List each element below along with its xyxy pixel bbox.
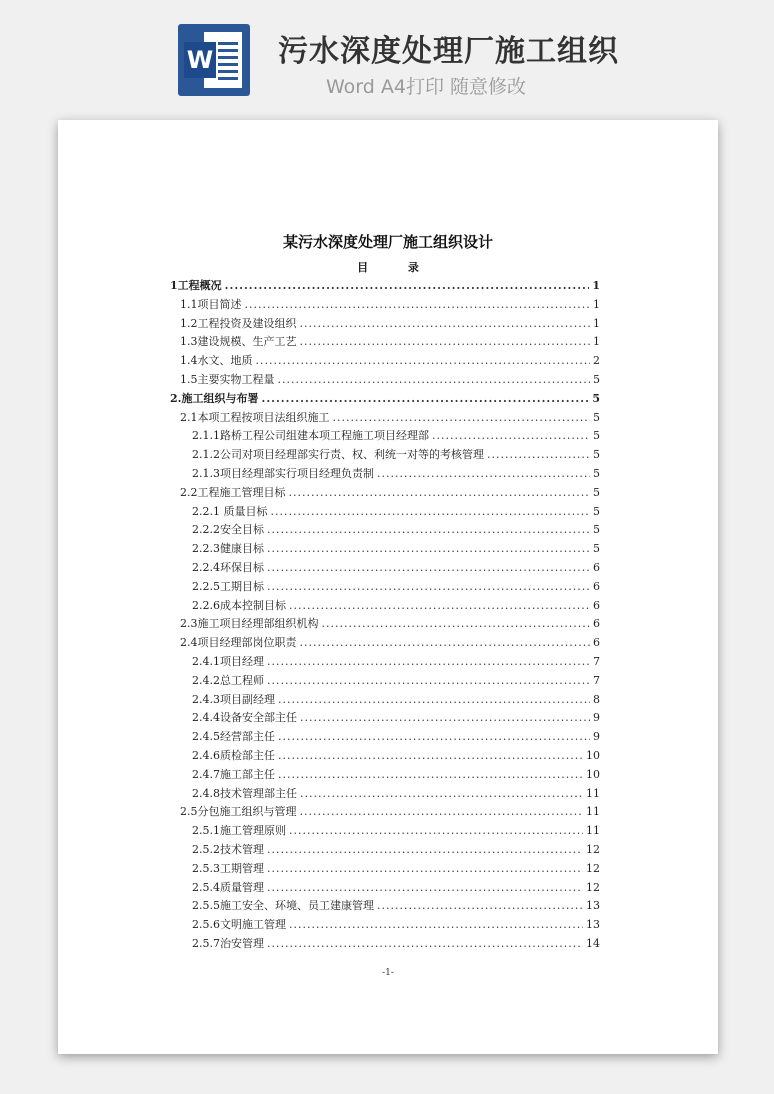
- toc-leader-dots: [267, 841, 583, 860]
- toc-entry-title: 2.5.1施工管理原则: [192, 824, 286, 838]
- header-banner: [0, 0, 774, 115]
- toc-entry-page: 5: [593, 448, 600, 462]
- toc-entry-title: 2.4.3项目副经理: [192, 692, 275, 706]
- toc-entry-title: 2.5.5施工安全、环境、员工建康管理: [192, 899, 374, 913]
- toc-entry-title: 2.5分包施工组织与管理: [180, 805, 297, 819]
- toc-entry-title: 2.2.2安全目标: [192, 523, 264, 537]
- toc-entry[interactable]: [170, 597, 600, 616]
- toc-entry-page: 11: [586, 786, 600, 800]
- toc-entry-title: 2.5.6文明施工管理: [192, 918, 286, 932]
- toc-leader-dots: [225, 277, 590, 296]
- toc-leader-dots: [271, 503, 591, 522]
- toc-leader-dots: [267, 559, 590, 578]
- toc-entry-title: 2.2.6成本控制目标: [192, 598, 286, 612]
- toc-leader-dots: [289, 822, 583, 841]
- toc-entry-title: 2.4.1项目经理: [192, 654, 264, 668]
- toc-entry-title: 2.5.4质量管理: [192, 880, 264, 894]
- toc-leader-dots: [377, 897, 583, 916]
- toc-entry-page: 5: [593, 410, 600, 424]
- toc-entry-title: 2.2.1 质量目标: [192, 504, 268, 518]
- toc-entry[interactable]: [170, 728, 600, 747]
- toc-entry[interactable]: [170, 277, 600, 296]
- toc-entry[interactable]: [170, 559, 600, 578]
- toc-entry-page: 9: [593, 711, 600, 725]
- toc-entry[interactable]: [170, 747, 600, 766]
- toc-entry-page: 7: [593, 673, 600, 687]
- toc-entry[interactable]: [170, 333, 600, 352]
- toc-entry-title: 1.4水文、地质: [180, 354, 253, 368]
- toc-entry[interactable]: [170, 803, 600, 822]
- toc-leader-dots: [377, 465, 590, 484]
- toc-entry-page: 1: [592, 279, 600, 292]
- toc-entry-page: 5: [593, 542, 600, 556]
- toc-entry-page: 6: [593, 636, 600, 650]
- toc-entry-title: 2.3施工项目经理部组织机构: [180, 617, 319, 631]
- toc-leader-dots: [289, 916, 583, 935]
- toc-leader-dots: [300, 315, 591, 334]
- toc-entry-page: 13: [586, 918, 600, 932]
- toc-entry[interactable]: [170, 315, 600, 334]
- toc-leader-dots: [261, 390, 589, 409]
- toc-entry-title: 1.3建设规模、生产工艺: [180, 335, 297, 349]
- toc-entry[interactable]: [170, 653, 600, 672]
- toc-entry[interactable]: [170, 540, 600, 559]
- toc-entry-page: 5: [593, 372, 600, 386]
- toc-leader-dots: [300, 803, 584, 822]
- toc-entry-page: 13: [586, 899, 600, 913]
- toc-leader-dots: [300, 634, 591, 653]
- page-number: -1-: [382, 968, 394, 978]
- toc-entry-title: 2.2工程施工管理目标: [180, 485, 286, 499]
- toc-entry[interactable]: [170, 634, 600, 653]
- toc-entry-page: 2: [593, 354, 600, 368]
- toc-leader-dots: [267, 935, 583, 954]
- toc-entry[interactable]: [170, 935, 600, 954]
- toc-entry[interactable]: [170, 766, 600, 785]
- toc-entry-page: 5: [592, 391, 600, 405]
- toc-leader-dots: [278, 371, 591, 390]
- toc-entry-title: 2.5.7治安管理: [192, 936, 264, 950]
- toc-entry-page: 5: [593, 429, 600, 443]
- toc-entry[interactable]: [170, 615, 600, 634]
- toc-leader-dots: [322, 615, 591, 634]
- toc-entry-title: 2.2.5工期目标: [192, 579, 264, 593]
- toc-entry[interactable]: [170, 822, 600, 841]
- toc-entry[interactable]: [170, 841, 600, 860]
- toc-entry[interactable]: [170, 897, 600, 916]
- toc-entry[interactable]: [170, 465, 600, 484]
- toc-entry-page: 5: [593, 485, 600, 499]
- toc-leader-dots: [267, 521, 590, 540]
- toc-entry-page: 12: [586, 842, 600, 856]
- toc-leader-dots: [267, 879, 583, 898]
- toc-entry[interactable]: [170, 916, 600, 935]
- toc-heading: 目 录: [357, 261, 437, 274]
- toc-entry-title: 2.1本项工程按项目法组织施工: [180, 410, 330, 424]
- toc-entry-title: 2.4项目经理部岗位职责: [180, 636, 297, 650]
- toc-entry-page: 5: [593, 504, 600, 518]
- toc-leader-dots: [487, 446, 590, 465]
- toc-entry-page: 12: [586, 861, 600, 875]
- toc-entry-page: 9: [593, 730, 600, 744]
- logo-letter: W: [184, 42, 216, 78]
- toc-leader-dots: [267, 653, 590, 672]
- toc-entry-title: 2.4.7施工部主任: [192, 767, 275, 781]
- word-document-icon: [178, 24, 250, 96]
- toc-leader-dots: [278, 728, 590, 747]
- banner-subtitle: Word A4打印 随意修改: [326, 76, 527, 98]
- toc-leader-dots: [256, 352, 591, 371]
- toc-entry-page: 11: [586, 824, 600, 838]
- toc-entry-page: 10: [586, 767, 600, 781]
- banner-title: 污水深度处理厂施工组织: [278, 34, 619, 69]
- toc-entry[interactable]: [170, 427, 600, 446]
- toc-leader-dots: [300, 785, 583, 804]
- toc-leader-dots: [267, 672, 590, 691]
- toc-entry-title: 2.4.4设备安全部主任: [192, 711, 297, 725]
- toc-entry[interactable]: [170, 691, 600, 710]
- toc-entry-title: 2.5.2技术管理: [192, 842, 264, 856]
- toc-entry-page: 1: [593, 297, 600, 311]
- toc-leader-dots: [300, 709, 590, 728]
- toc-entry[interactable]: [170, 521, 600, 540]
- toc-entry-title: 2.4.2总工程师: [192, 673, 264, 687]
- table-of-contents: [170, 277, 600, 954]
- toc-entry[interactable]: [170, 371, 600, 390]
- toc-leader-dots: [432, 427, 590, 446]
- toc-entry-page: 12: [586, 880, 600, 894]
- toc-entry-title: 1.2工程投资及建设组织: [180, 316, 297, 330]
- toc-entry[interactable]: [170, 503, 600, 522]
- toc-entry-page: 7: [593, 654, 600, 668]
- toc-entry-page: 5: [593, 466, 600, 480]
- toc-entry-title: 2.1.3项目经理部实行项目经理负责制: [192, 466, 374, 480]
- toc-leader-dots: [289, 597, 590, 616]
- toc-leader-dots: [267, 578, 590, 597]
- toc-leader-dots: [289, 484, 591, 503]
- toc-entry-title: 1工程概况: [170, 279, 222, 292]
- toc-entry-page: 11: [586, 805, 600, 819]
- toc-entry[interactable]: [170, 709, 600, 728]
- toc-entry-page: 5: [593, 523, 600, 537]
- toc-entry-title: 2.1.2公司对项目经理部实行责、权、利统一对等的考核管理: [192, 448, 484, 462]
- toc-leader-dots: [333, 409, 591, 428]
- toc-leader-dots: [278, 691, 590, 710]
- toc-entry-title: 1.5主要实物工程量: [180, 372, 275, 386]
- toc-entry[interactable]: [170, 672, 600, 691]
- toc-entry[interactable]: [170, 578, 600, 597]
- toc-entry[interactable]: [170, 296, 600, 315]
- toc-entry[interactable]: [170, 390, 600, 409]
- document-title: 某污水深度处理厂施工组织设计: [282, 233, 493, 251]
- toc-entry[interactable]: [170, 352, 600, 371]
- toc-entry-title: 2.2.3健康目标: [192, 542, 264, 556]
- toc-entry-page: 1: [593, 316, 600, 330]
- toc-leader-dots: [267, 540, 590, 559]
- toc-entry[interactable]: [170, 785, 600, 804]
- toc-entry-page: 6: [593, 598, 600, 612]
- document-page: [58, 120, 718, 1054]
- toc-entry-title: 2.1.1路桥工程公司组建本项工程施工项目经理部: [192, 429, 429, 443]
- toc-entry-title: 2.5.3工期管理: [192, 861, 264, 875]
- toc-entry-page: 8: [593, 692, 600, 706]
- toc-entry-page: 6: [593, 579, 600, 593]
- toc-entry-title: 2.4.6质检部主任: [192, 748, 275, 762]
- toc-entry-page: 1: [593, 335, 600, 349]
- toc-entry-title: 2.4.5经营部主任: [192, 730, 275, 744]
- toc-entry[interactable]: [170, 446, 600, 465]
- toc-entry-title: 2.2.4环保目标: [192, 560, 264, 574]
- toc-entry-title: 2.4.8技术管理部主任: [192, 786, 297, 800]
- toc-entry-page: 6: [593, 560, 600, 574]
- toc-entry[interactable]: [170, 484, 600, 503]
- toc-entry-page: 10: [586, 748, 600, 762]
- toc-entry-page: 14: [586, 936, 600, 950]
- toc-entry[interactable]: [170, 860, 600, 879]
- toc-entry[interactable]: [170, 879, 600, 898]
- toc-leader-dots: [267, 860, 583, 879]
- toc-entry-page: 6: [593, 617, 600, 631]
- toc-leader-dots: [278, 766, 583, 785]
- toc-leader-dots: [300, 333, 591, 352]
- toc-entry-title: 2.施工组织与布署: [170, 391, 259, 405]
- toc-entry-title: 1.1项目简述: [180, 297, 242, 311]
- toc-entry[interactable]: [170, 409, 600, 428]
- toc-leader-dots: [278, 747, 583, 766]
- toc-leader-dots: [245, 296, 591, 315]
